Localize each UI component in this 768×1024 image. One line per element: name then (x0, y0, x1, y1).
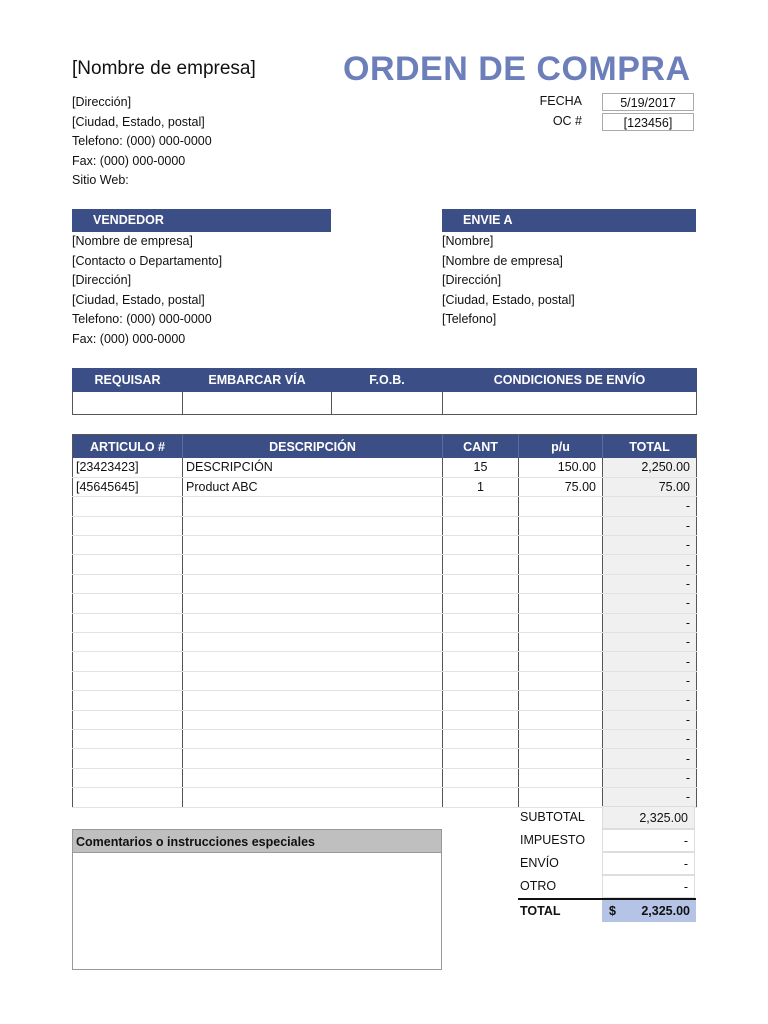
other-label: OTRO (520, 879, 557, 893)
ship-to-line: [Dirección] (442, 273, 502, 288)
item-qty-cell[interactable] (443, 536, 519, 555)
condiciones-envio-cell[interactable] (443, 392, 697, 415)
item-unit-price-cell[interactable] (519, 633, 603, 652)
item-number-cell[interactable] (73, 536, 183, 555)
vendor-line: Fax: (000) 000-0000 (72, 331, 186, 346)
item-description-cell[interactable] (183, 536, 443, 555)
item-number-cell[interactable] (73, 710, 183, 729)
item-description-cell[interactable] (183, 652, 443, 671)
item-qty-cell[interactable]: 15 (443, 458, 519, 477)
table-row (73, 477, 697, 496)
item-unit-price-cell[interactable] (519, 613, 603, 632)
items-header: DESCRIPCIÓN (183, 435, 443, 459)
table-row (73, 652, 697, 671)
item-unit-price-cell[interactable] (519, 574, 603, 593)
item-number-cell[interactable] (73, 516, 183, 535)
item-qty-cell[interactable] (443, 788, 519, 807)
item-total-cell: - (603, 613, 697, 632)
item-number-cell[interactable] (73, 613, 183, 632)
item-number-cell[interactable] (73, 497, 183, 516)
item-total-cell: - (603, 594, 697, 613)
item-number-cell[interactable] (73, 594, 183, 613)
table-row (73, 749, 697, 768)
item-description-cell[interactable] (183, 788, 443, 807)
address-line: Sitio Web: (72, 173, 129, 188)
item-total-cell: 75.00 (603, 477, 697, 496)
item-unit-price-cell[interactable]: 150.00 (519, 458, 603, 477)
item-total-cell: - (603, 788, 697, 807)
address-line: [Ciudad, Estado, postal] (72, 114, 205, 129)
company-address (72, 93, 212, 191)
shipping-header: EMBARCAR VÍA (183, 369, 332, 392)
item-description-cell[interactable] (183, 710, 443, 729)
item-qty-cell[interactable] (443, 749, 519, 768)
item-qty-cell[interactable] (443, 613, 519, 632)
vendor-line: [Nombre de empresa] (72, 234, 193, 248)
subtotal-label: SUBTOTAL (520, 810, 585, 824)
item-unit-price-cell[interactable] (519, 594, 603, 613)
item-unit-price-cell[interactable] (519, 749, 603, 768)
ship-to-line: [Telefono] (442, 312, 497, 327)
requisar-cell[interactable] (73, 392, 183, 415)
item-unit-price-cell[interactable] (519, 671, 603, 690)
item-number-cell[interactable] (73, 633, 183, 652)
table-row (73, 613, 697, 632)
vendor-line: [Dirección] (72, 273, 132, 288)
item-number-cell[interactable] (73, 555, 183, 574)
item-qty-cell[interactable] (443, 594, 519, 613)
item-description-cell[interactable] (183, 633, 443, 652)
vendor-block (72, 232, 222, 350)
table-row (73, 788, 697, 807)
item-description-cell[interactable] (183, 613, 443, 632)
item-qty-cell[interactable] (443, 652, 519, 671)
item-description-cell[interactable] (183, 671, 443, 690)
table-row (73, 691, 697, 710)
items-header: TOTAL (603, 435, 697, 459)
item-description-cell[interactable] (183, 555, 443, 574)
item-number-cell[interactable] (73, 671, 183, 690)
subtotal-value: 2,325.00 (602, 806, 695, 829)
fecha-field[interactable]: 5/19/2017 (602, 93, 694, 111)
item-description-cell[interactable] (183, 768, 443, 787)
item-number-cell[interactable]: [45645645] (73, 477, 183, 496)
shipping-table (72, 368, 697, 415)
table-row (73, 729, 697, 748)
item-total-cell: 2,250.00 (603, 458, 697, 477)
item-description-cell[interactable] (183, 574, 443, 593)
fob-cell[interactable] (332, 392, 443, 415)
items-table (72, 434, 697, 808)
item-total-cell: - (603, 710, 697, 729)
table-row (73, 536, 697, 555)
ship-to-line: [Nombre de empresa] (442, 253, 563, 268)
items-header: ARTICULO # (73, 435, 183, 459)
table-row (73, 594, 697, 613)
shipping-cost-label: ENVÍO (520, 856, 559, 870)
item-number-cell[interactable] (73, 574, 183, 593)
comments-textarea[interactable] (72, 853, 442, 970)
item-qty-cell[interactable] (443, 497, 519, 516)
item-total-cell: - (603, 729, 697, 748)
tax-field[interactable]: - (602, 829, 695, 852)
item-unit-price-cell[interactable] (519, 691, 603, 710)
items-header: p/u (519, 435, 603, 459)
total-label: TOTAL (520, 904, 561, 918)
vendor-heading: VENDEDOR (72, 209, 331, 232)
item-description-cell[interactable] (183, 497, 443, 516)
item-unit-price-cell[interactable] (519, 729, 603, 748)
table-row (73, 671, 697, 690)
item-number-cell[interactable] (73, 652, 183, 671)
item-qty-cell[interactable] (443, 574, 519, 593)
item-total-cell: - (603, 574, 697, 593)
item-unit-price-cell[interactable] (519, 768, 603, 787)
item-total-cell: - (603, 497, 697, 516)
address-line: Fax: (000) 000-0000 (72, 153, 186, 168)
oc-field[interactable]: [123456] (602, 113, 694, 131)
item-number-cell[interactable] (73, 768, 183, 787)
item-unit-price-cell[interactable] (519, 497, 603, 516)
ship-to-heading: ENVIE A (442, 209, 696, 232)
item-total-cell: - (603, 671, 697, 690)
item-total-cell: - (603, 768, 697, 787)
item-description-cell[interactable] (183, 516, 443, 535)
shipping-cost-field[interactable]: - (602, 852, 695, 875)
shipping-header: REQUISAR (73, 369, 183, 392)
item-unit-price-cell[interactable] (519, 710, 603, 729)
item-qty-cell[interactable] (443, 671, 519, 690)
item-qty-cell[interactable] (443, 729, 519, 748)
item-unit-price-cell[interactable] (519, 555, 603, 574)
item-unit-price-cell[interactable] (519, 652, 603, 671)
total-value: 2,325.00 (641, 904, 690, 918)
item-total-cell: - (603, 749, 697, 768)
item-total-cell: - (603, 555, 697, 574)
item-total-cell: - (603, 536, 697, 555)
item-description-cell[interactable] (183, 691, 443, 710)
embarcar-via-cell[interactable] (183, 392, 332, 415)
item-qty-cell[interactable] (443, 768, 519, 787)
item-number-cell[interactable] (73, 788, 183, 807)
table-row (73, 633, 697, 652)
item-description-cell[interactable] (183, 594, 443, 613)
ship-to-line: [Ciudad, Estado, postal] (442, 292, 575, 307)
item-total-cell: - (603, 652, 697, 671)
item-number-cell[interactable]: [23423423] (73, 458, 183, 477)
item-total-cell: - (603, 633, 697, 652)
currency-symbol: $ (609, 904, 616, 918)
table-row (73, 516, 697, 535)
address-line: [Dirección] (72, 95, 132, 109)
total-value-box (602, 900, 696, 922)
item-unit-price-cell[interactable] (519, 536, 603, 555)
item-total-cell: - (603, 516, 697, 535)
company-name: [Nombre de empresa] (72, 58, 256, 79)
item-number-cell[interactable] (73, 691, 183, 710)
item-number-cell[interactable] (73, 749, 183, 768)
item-unit-price-cell[interactable]: 75.00 (519, 477, 603, 496)
item-description-cell[interactable] (183, 729, 443, 748)
vendor-line: [Contacto o Departamento] (72, 253, 223, 268)
vendor-line: Telefono: (000) 000-0000 (72, 312, 212, 327)
items-header: CANT (443, 435, 519, 459)
comments-heading: Comentarios o instrucciones especiales (72, 829, 442, 853)
item-description-cell[interactable]: DESCRIPCIÓN (183, 458, 443, 477)
ship-to-line: [Nombre] (442, 234, 494, 248)
oc-label: OC # (552, 114, 582, 128)
item-total-cell: - (603, 691, 697, 710)
item-unit-price-cell[interactable] (519, 516, 603, 535)
item-qty-cell[interactable] (443, 555, 519, 574)
ship-to-block (442, 232, 575, 330)
table-row (73, 574, 697, 593)
item-description-cell[interactable]: Product ABC (183, 477, 443, 496)
other-field[interactable]: - (602, 875, 695, 898)
item-qty-cell[interactable] (443, 516, 519, 535)
table-row (73, 555, 697, 574)
document-title: ORDEN DE COMPRA (343, 50, 691, 88)
item-qty-cell[interactable] (443, 633, 519, 652)
address-line: Telefono: (000) 000-0000 (72, 134, 212, 149)
item-qty-cell[interactable]: 1 (443, 477, 519, 496)
table-row (73, 497, 697, 516)
shipping-header: F.O.B. (332, 369, 443, 392)
table-row (73, 458, 697, 477)
item-unit-price-cell[interactable] (519, 788, 603, 807)
shipping-header: CONDICIONES DE ENVÍO (443, 369, 697, 392)
item-qty-cell[interactable] (443, 710, 519, 729)
item-number-cell[interactable] (73, 729, 183, 748)
fecha-label: FECHA (539, 94, 582, 108)
item-qty-cell[interactable] (443, 691, 519, 710)
tax-label: IMPUESTO (520, 833, 586, 847)
item-description-cell[interactable] (183, 749, 443, 768)
table-row (73, 710, 697, 729)
vendor-line: [Ciudad, Estado, postal] (72, 292, 205, 307)
table-row (73, 768, 697, 787)
